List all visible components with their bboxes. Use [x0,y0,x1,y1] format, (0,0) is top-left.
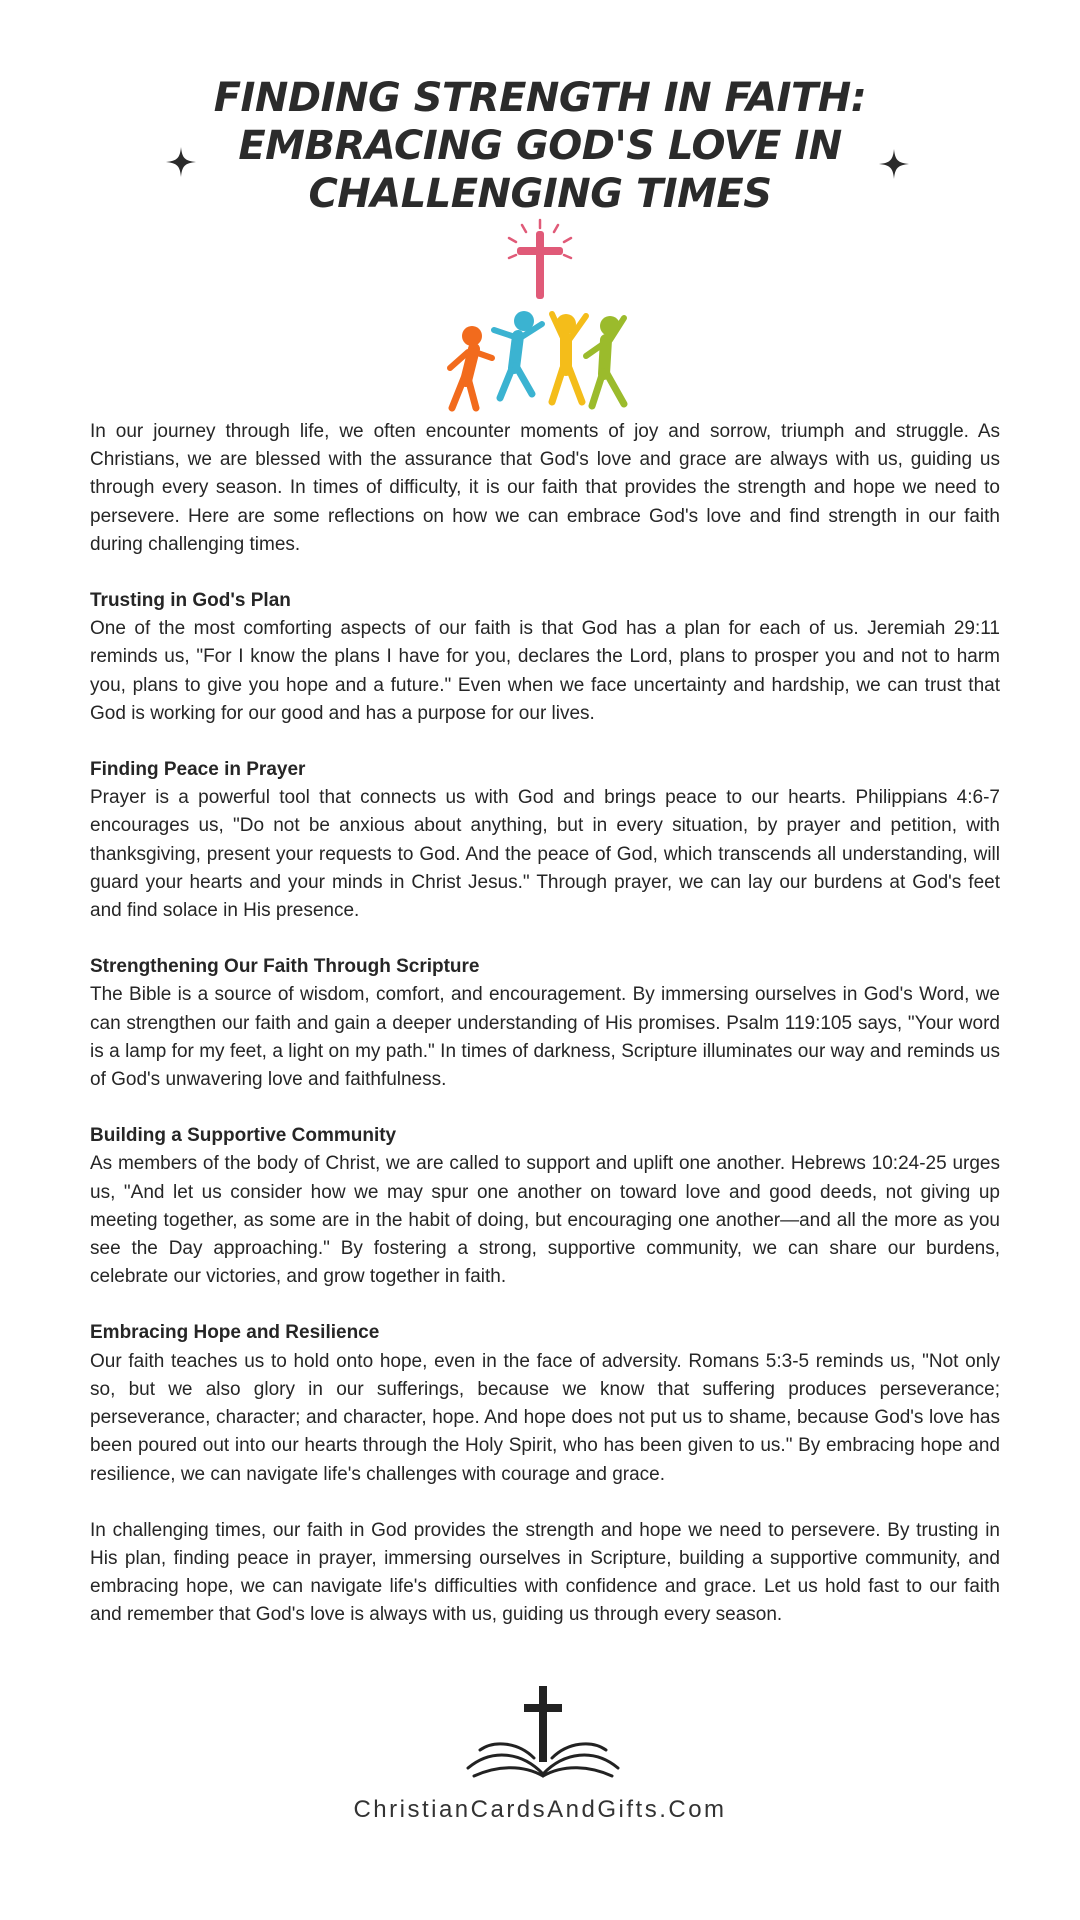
section-heading: Building a Supportive Community [90,1125,397,1147]
section-body: Prayer is a powerful tool that connects us with God and brings peace to our hearts. Philippians 4:6-7 encourages us, "Do not be anxious about anything, but in every situation, by prayer and petition, with thanksgiving, present your requests to God. And the peace of God, which transcends all understanding, will guard your hearts and your minds in Christ Jesus." Through prayer, we can lay our burdens at God's feet and find solace in His presence. [90,787,1000,922]
section-heading: Finding Peace in Prayer [90,759,306,781]
intro-paragraph: In our journey through life, we often encounter moments of joy and sorrow, triumph and struggle. As Christians, we are blessed with the assurance that God's love and grace are always with us, guiding us through every season. In times of difficulty, it is our faith that provides the strength and hope we need to persevere. Here are some reflections on how we can embrace God's love and find strength in our faith during challenging times. [90,421,1000,555]
website-url: ChristianCardsAndGifts.Com [353,1796,727,1823]
title-line-2: EMBRACING GOD'S LOVE IN [238,123,842,169]
conclusion-paragraph: In challenging times, our faith in God provides the strength and hope we need to persevere. By trusting in His plan, finding peace in prayer, immersing ourselves in Scripture, building a supportive community, and embracing hope, we can navigate life's difficulties with confidence and grace. Let us hold fast to our faith and remember that God's love is always with us, guiding us through every season. [90,1519,1000,1626]
cross-open-bible-icon [462,1686,624,1782]
section-body: Our faith teaches us to hold onto hope, even in the face of adversity. Romans 5:3-5 reminds us, "Not only so, but we also glory in our sufferings, because we know that suffering produces perseverance; perseverance, character; and character, hope. And hope does not put us to shame, because God's love has been poured out into our hearts through the Holy Spirit, who has been given to us." By embracing hope and resilience, we can navigate life's challenges with courage and grace. [90,1350,1000,1485]
page-title [150,74,930,218]
section-heading: Strengthening Our Faith Through Scripture [90,956,480,978]
section-faith-through-scripture [90,953,1000,1094]
title-line-1: FINDING STRENGTH IN FAITH: [213,75,867,121]
section-hope-and-resilience [90,1319,1000,1488]
section-peace-in-prayer [90,756,1000,925]
section-supportive-community [90,1122,1000,1291]
cross-with-worshippers-icon [430,218,660,416]
title-line-3: CHALLENGING TIMES [308,171,772,217]
section-body: As members of the body of Christ, we are called to support and uplift one another. Hebrews 10:24-25 urges us, "And let us consider how we may spur one another on toward love and good deeds, not giving up meeting together, as some are in the habit of doing, but encouraging one another—and all the more as you see the Day approaching." By fostering a strong, supportive community, we can share our burdens, celebrate our victories, and grow together in faith. [90,1153,1000,1288]
section-body: One of the most comforting aspects of our faith is that God has a plan for each of us. Jeremiah 29:11 reminds us, "For I know the plans I have for you, declares the Lord, plans to prosper you and not to harm you, plans to give you hope and a future." Even when we face uncertainty and hardship, we can trust that God is working for our good and has a purpose for our lives. [90,618,1000,724]
section-body: The Bible is a source of wisdom, comfort, and encouragement. By immersing ourselves in God's Word, we can strengthen our faith and gain a deeper understanding of His promises. Psalm 119:105 says, "Your word is a lamp for my feet, a light on my path." In times of darkness, Scripture illuminates our way and reminds us of God's unwavering love and faithfulness. [90,984,1000,1091]
section-heading: Embracing Hope and Resilience [90,1322,380,1344]
section-trusting-gods-plan [90,587,1000,728]
article-body [90,418,1000,1630]
section-heading: Trusting in God's Plan [90,590,291,612]
